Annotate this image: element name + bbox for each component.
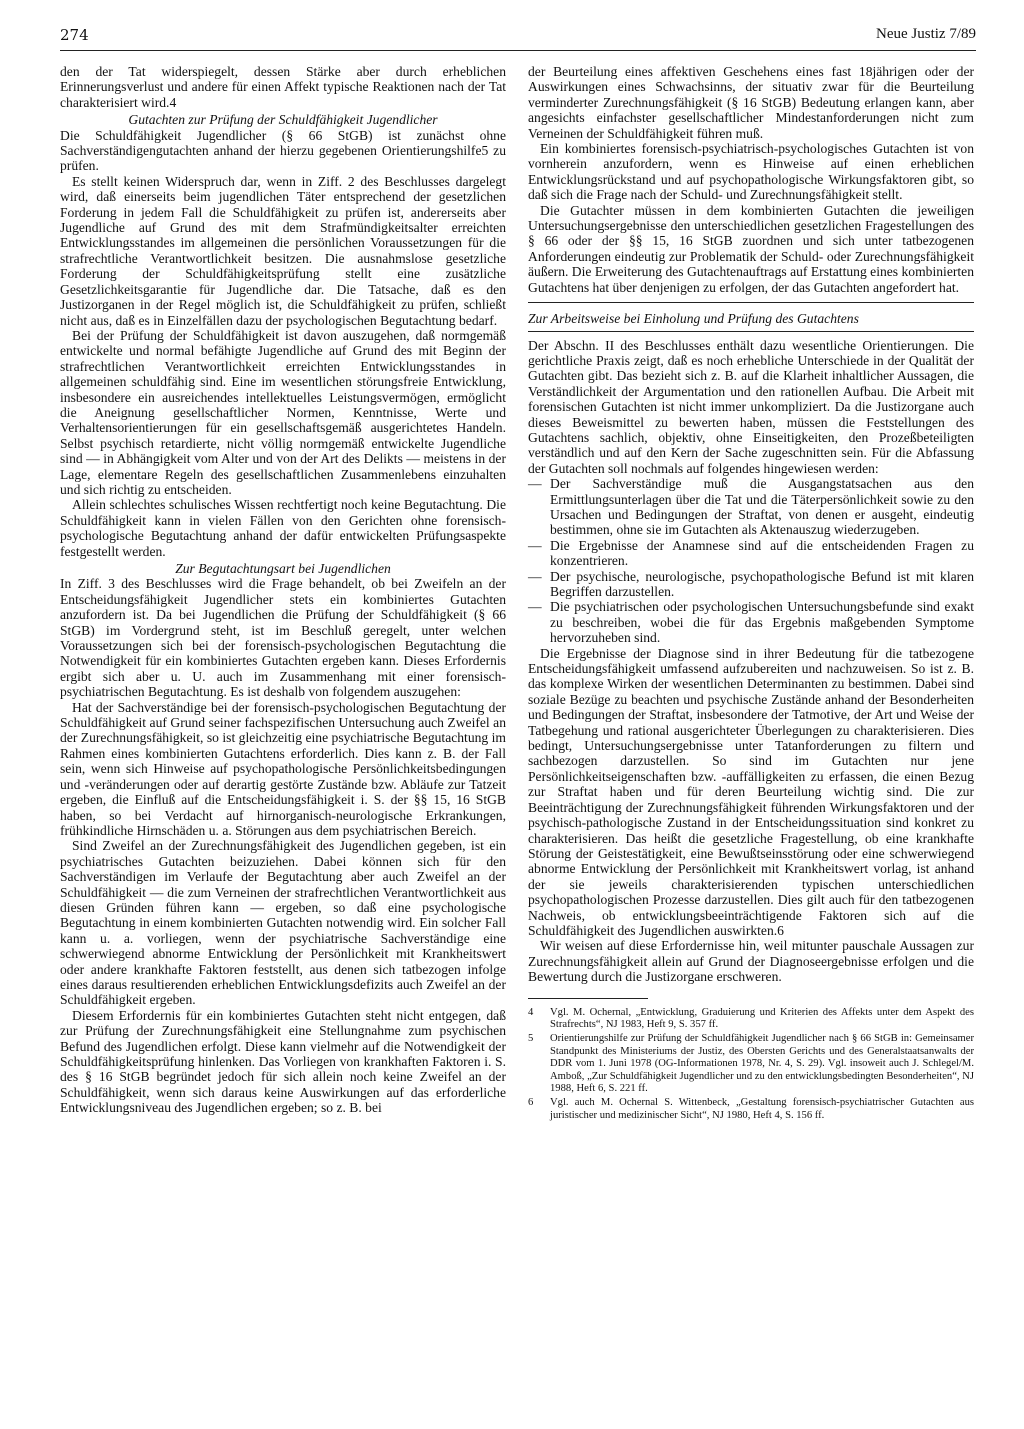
dash-marker: — <box>528 568 542 584</box>
subheading: Gutachten zur Prüfung der Schuldfähigkeit Jugendlicher <box>128 112 438 128</box>
footnote-number: 4 <box>528 1006 534 1018</box>
footnote <box>528 1033 974 1095</box>
list-item-text: Der psychische, neurologische, psychopathologische Befund ist mit klaren Begriffen darzustellen. <box>550 568 974 599</box>
footnote <box>528 1007 974 1032</box>
right-column <box>528 64 974 1124</box>
page-number: 274 <box>60 26 89 44</box>
paragraph: Die Gutachter müssen in dem kombinierten Gutachten die jeweiligen Untersuchungsergebnisse den unterschiedlichen gesetzlichen Fragestellungen des § 66 oder der §§ 15, 16 StGB zuordnen und sich unter tatbezogenen Anforderungen eindeutig zur Problematik der Schuld- oder Zurechnungsfähigkeit äußern. Die Erweiterung des Gutachtenauftrags auf Erstattung eines kombinierten Gutachtens hat über denjenigen zu erfolgen, der das Gutachten angefordert hat. <box>528 202 974 295</box>
paragraph: Ein kombiniertes forensisch-psychiatrisch-psychologisches Gutachten ist von vornherein anzufordern, wenn es Hinweise auf einen erheblichen Entwicklungsrückstand und auf psychopathologische Wirkungsfaktoren gibt, so daß sich die Frage nach der Schuld- und Zurechnungsfähigkeit stellt. <box>528 141 974 203</box>
journal-issue-label: Neue Justiz 7/89 <box>876 26 976 42</box>
paragraph: Hat der Sachverständige bei der forensisch-psychologischen Begutachtung der Schuldfähigkeit auf Grund seiner fachspezifischen Untersuchung auch Zweifel an der Zurechnungsfähigkeit, so ist gleichzeitig eine psychiatrische Begutachtung im Rahmen eines kombinierten Gutachtens erforderlich. Dies kann z. B. der Fall sein, wenn sich Hinweise auf psychopathologische Persönlichkeitsbedingungen und -veränderungen oder auf derartig gestörte Zustände bzw. Abläufe zur Tatzeit ergeben, die Einfluß auf die Entscheidungsfähigkeit i. S. der §§ 15, 16 StGB haben, so bei Verdacht auf hirnorganisch-neurologische Erkrankungen, frühkindliche Hirnschäden u. a. Störungen aus dem psychiatrischen Bereich. <box>60 699 506 838</box>
section-rule <box>528 331 974 332</box>
header-rule <box>60 50 976 51</box>
paragraph: Sind Zweifel an der Zurechnungsfähigkeit des Jugendlichen gegeben, ist ein psychiatrisches Gutachten beizuziehen. Dabei können sich für den Sachverständigen im Verlaufe der Begutachtung aber auch Zweifel an der Schuldfähigkeit — die zum Verneinen der strafrechtlichen Verantwortlichkeit aus diesen Gründen führen kann — ergeben, so daß eine psychologische Begutachtung in einem kombinierten Gutachten notwendig wird. Ein solcher Fall kann u. a. vorliegen, wenn der psychiatrische Sachverständige eine schwerwiegend abnorme Entwicklung der Persönlichkeit mit Krankheitswert oder andere krankhafte Faktoren feststellt, aus denen sich tatbezogen infolge eines daraus resultierenden erheblichen Entwicklungsdefizits auch Zweifel an der Schuldfähigkeit ergeben. <box>60 838 506 1008</box>
paragraph: Es stellt keinen Widerspruch dar, wenn in Ziff. 2 des Beschlusses dargelegt wird, daß einerseits beim jugendlichen Täter entsprechend der gesetzlichen Forderung in jedem Fall die Schuldfähigkeit zu prüfen ist, andererseits aber Jugendliche auf Grund des mit dem Strafmündigkeitsalter erreichten Entwicklungsstandes im allgemeinen die persönlichen Voraussetzungen für die strafrechtliche Verantwortlichkeit besitzen. Die ausnahmslose gesetzliche Forderung der Schuldfähigkeitsprüfung stellt eine zusätzliche Gesetzlichkeitsgarantie für Jugendliche dar. Die Tatsache, daß es den Justizorganen in der Regel möglich ist, die Schuldfähigkeit zu prüfen, schließt nicht aus, daß es in Einzelfällen dazu der psychologischen Begutachtung bedarf. <box>60 173 506 328</box>
dash-marker: — <box>528 537 542 553</box>
list-item <box>528 599 974 645</box>
list-item-text: Der Sachverständige muß die Ausgangstatsachen aus den Ermittlungsunterlagen über die Tat und die Täterpersönlichkeit sowie zu den Ursachen und Bedingungen der Straftat, von denen er ausgeht, eindeutig bestimmen, ohne sie im Gutachten als Aktenauszug wiederzugeben. <box>550 476 974 538</box>
section-rule <box>528 302 974 303</box>
list-item <box>528 538 974 569</box>
footnote-text: Orientierungshilfe zur Prüfung der Schuldfähigkeit Jugendlicher nach § 66 StGB in: Gemeinsamer Standpunkt des Ministeriums der Justiz, des Obersten Gerichts und des Generalstaatsanwalts der DDR vom 1. Juni 1978 (OG-Informationen 1978, Nr. 4, S. 29). Vgl. insoweit auch J. Schlegel/M. Amboß, „Zur Schuldfähigkeit Jugendlicher und zu den entwicklungsbedingten Besonderheiten“, NJ 1988, Heft 6, S. 221 ff. <box>550 1033 974 1094</box>
list-item-text: Die Ergebnisse der Anamnese sind auf die entscheidenden Fragen zu konzentrieren. <box>550 537 974 569</box>
paragraph: Bei der Prüfung der Schuldfähigkeit ist davon auszugehen, daß normgemäß entwickelte und normal befähigte Jugendliche auf Grund des mit Beginn der strafrechtlichen Verantwortlichkeit erreichten Entwicklungsstandes in allgemeinen schuldfähig sind. Eine im wesentlichen störungsfreie Entwicklung, insbesondere ein ausreichendes intellektuelles Leistungsvermögen, ermöglicht die Aneignung gesellschaftlicher Normen, Kenntnisse, Werte und Verhaltensorientierungen für ein gesellschaftsgemäß ausgerichtetes Handeln. Selbst psychisch retardierte, nicht völlig normgemäß entwickelte Jugendliche sind — in Abhängigkeit vom Alter und von der Art des Delikts — meistens in der Lage, elementare Regeln des gesellschaftlichen Zusammenlebens einzuhalten und sich richtig zu entscheiden. <box>60 327 506 497</box>
footnote-text: Vgl. auch M. Ochernal S. Wittenbeck, „Gestaltung forensisch-psychiatrischer Gutachten aus juristischer und medizinischer Sicht“, NJ 1980, Heft 4, S. 156 ff. <box>550 1097 974 1121</box>
left-column <box>60 64 506 1116</box>
paragraph: Die Schuldfähigkeit Jugendlicher (§ 66 StGB) ist zunächst ohne Sachverständigengutachten anhand der hierzu gegebenen Orientierungshilfe5 zu prüfen. <box>60 127 506 174</box>
dash-marker: — <box>528 599 542 615</box>
paragraph: der Beurteilung eines affektiven Geschehens eines fast 18jährigen oder der Auswirkungen eines Schwachsinns, der situativ zwar für die Beurteilung verminderter Zurechnungsfähigkeit (§ 16 StGB) Bedeutung erlangen kann, aber angesichts einfachster gesellschaftlicher Mindestanforderungen nicht zum Verneinen der Schuldfähigkeit führen muß. <box>528 64 974 141</box>
footnote <box>528 1097 974 1122</box>
footnote-text: Vgl. M. Ochernal, „Entwicklung, Graduierung und Kriterien des Affekts unter dem Aspekt des Strafrechts“, NJ 1983, Heft 9, S. 357 ff. <box>550 1006 974 1030</box>
paragraph: In Ziff. 3 des Beschlusses wird die Frage behandelt, ob bei Zweifeln an der Entscheidungsfähigkeit Jugendlicher stets ein kombiniertes Gutachten anzufordern ist. Da bei Jugendlichen die Prüfung der Schuldfähigkeit (§ 66 StGB) im Vordergrund steht, ist im Beschluß geregelt, unter welchen Voraussetzungen sich bei der forensisch-psychologischen Begutachtung die Notwendigkeit für ein kombiniertes Gutachten ergeben kann. Dieses Erfordernis ergibt sich aber u. U. auch im Zusammenhang mit einer forensisch-psychiatrischen Begutachtung. Es ist deshalb von folgendem auszugehen: <box>60 576 506 700</box>
dash-marker: — <box>528 476 542 492</box>
footnote-number: 6 <box>528 1097 534 1109</box>
list-item <box>528 569 974 600</box>
section-title: Zur Arbeitsweise bei Einholung und Prüfung des Gutachtens <box>528 311 859 327</box>
guideline-list <box>528 476 974 645</box>
subheading: Zur Begutachtungsart bei Jugendlichen <box>175 561 391 576</box>
footnote-rule <box>528 998 648 999</box>
paragraph: Allein schlechtes schulisches Wissen rechtfertigt noch keine Begutachtung. Die Schuldfähigkeit kann in vielen Fällen von den Gerichten ohne forensisch-psychologische Begutachtung anhand der dafür entwickelten Prüfungsaspekte festgestellt werden. <box>60 497 506 559</box>
footnote-number: 5 <box>528 1033 534 1045</box>
paragraph: Diesem Erfordernis für ein kombiniertes Gutachten steht nicht entgegen, daß zur Prüfung der Zurechnungsfähigkeit eine Stellungnahme zum psychischen Befund des Jugendlichen erfolgt. Diese kann vielmehr auf die Notwendigkeit der Schuldfähigkeitsprüfung hinlenken. Das Vorliegen von krankhaften Faktoren i. S. des § 16 StGB begründet jedoch für sich allein noch keine Zweifel an der Schuldfähigkeit, wenn sich daraus keine Auswirkungen auf das erforderliche Entwicklungsniveau des Jugendlichen ergeben; so z. B. bei <box>60 1007 506 1116</box>
paragraph: Der Abschn. II des Beschlusses enthält dazu wesentliche Orientierungen. Die gerichtliche Praxis zeigt, daß es noch erhebliche Unterschiede in der Qualität der Gutachten gibt. Das bezieht sich z. B. auf die Klarheit inhaltlicher Aussagen, die Verständlichkeit der Argumentation und den rationellen Aufbau. Die Arbeit mit forensischen Gutachten ist nicht immer unkompliziert. Da die Justizorgane auch dieses Beweismittel zu bewerten haben, müssen die Feststellungen des Gutachtens sachlich, objektiv, ohne Einseitigkeiten, den Prozeßbeteiligten verständlich und auf den Kern der Sache zugeschnitten sein. Für die Abfassung der Gutachten soll nochmals auf folgendes hingewiesen werden: <box>528 337 974 476</box>
paragraph: den der Tat widerspiegelt, dessen Stärke aber durch erheblichen Erinnerungsverlust und andere für einen Affekt typische Reaktionen nach der Tat charakterisiert wird.4 <box>60 64 506 110</box>
paragraph: Wir weisen auf diese Erfordernisse hin, weil mitunter pauschale Aussagen zur Zurechnungsfähigkeit allein auf Grund der Diagnoseergebnisse erfolgen und die Bewertung durch die Justizorgane erschweren. <box>528 938 974 985</box>
list-item-text: Die psychiatrischen oder psychologischen Untersuchungsbefunde sind exakt zu beschreiben, wobei die für das Ergebnis maßgebenden Symptome hervorzuheben sind. <box>550 599 974 646</box>
list-item <box>528 476 974 538</box>
paragraph: Die Ergebnisse der Diagnose sind in ihrer Bedeutung für die tatbezogene Entscheidungsfähigkeit umfassend aufzubereiten und nachzuweisen. So ist z. B. das komplexe Wirken der wesentlichen Determinanten zu bestimmen. Dabei sind soziale Bezüge zu beachten und psychische Zustände anhand der Besonderheiten und Bedingungen der Straftat, insbesondere der Tatmotive, der Art und Weise der Tatbegehung und rational ausgerichteter Überlegungen zu charakterisieren. Dies bedingt, Untersuchungsergebnisse unter Tatanforderungen zu filtern und sachbezogen darzustellen. So sind im Gutachten nur jene Persönlichkeitseigenschaften bzw. -auffälligkeiten zu erfassen, die einen Bezug zur Straftat haben und für deren Beurteilung wichtig sind. Die zur Beeinträchtigung der Zurechnungsfähigkeit führenden Wirkungsfaktoren und der psychisch-pathologische Zustand in der Entscheidungssituation sind konkret zu charakterisieren. Das heißt die gesetzliche Fragestellung, ob eine krankhafte Störung der Geistestätigkeit, eine Bewußtseinsstörung oder eine schwerwiegend abnorme Entwicklung der Persönlichkeit mit Krankheitswert vorlag, ist anhand der sie jeweils charakterisierenden typischen unterschiedlichen psychopathologischen Prozesse darzustellen. Dies gilt auch für den tatbezogenen Nachweis, ob entwicklungsbeeinträchtigende Faktoren sich auf die Schuldfähigkeit des Jugendlichen auswirkten.6 <box>528 645 974 938</box>
page-header <box>60 26 976 50</box>
